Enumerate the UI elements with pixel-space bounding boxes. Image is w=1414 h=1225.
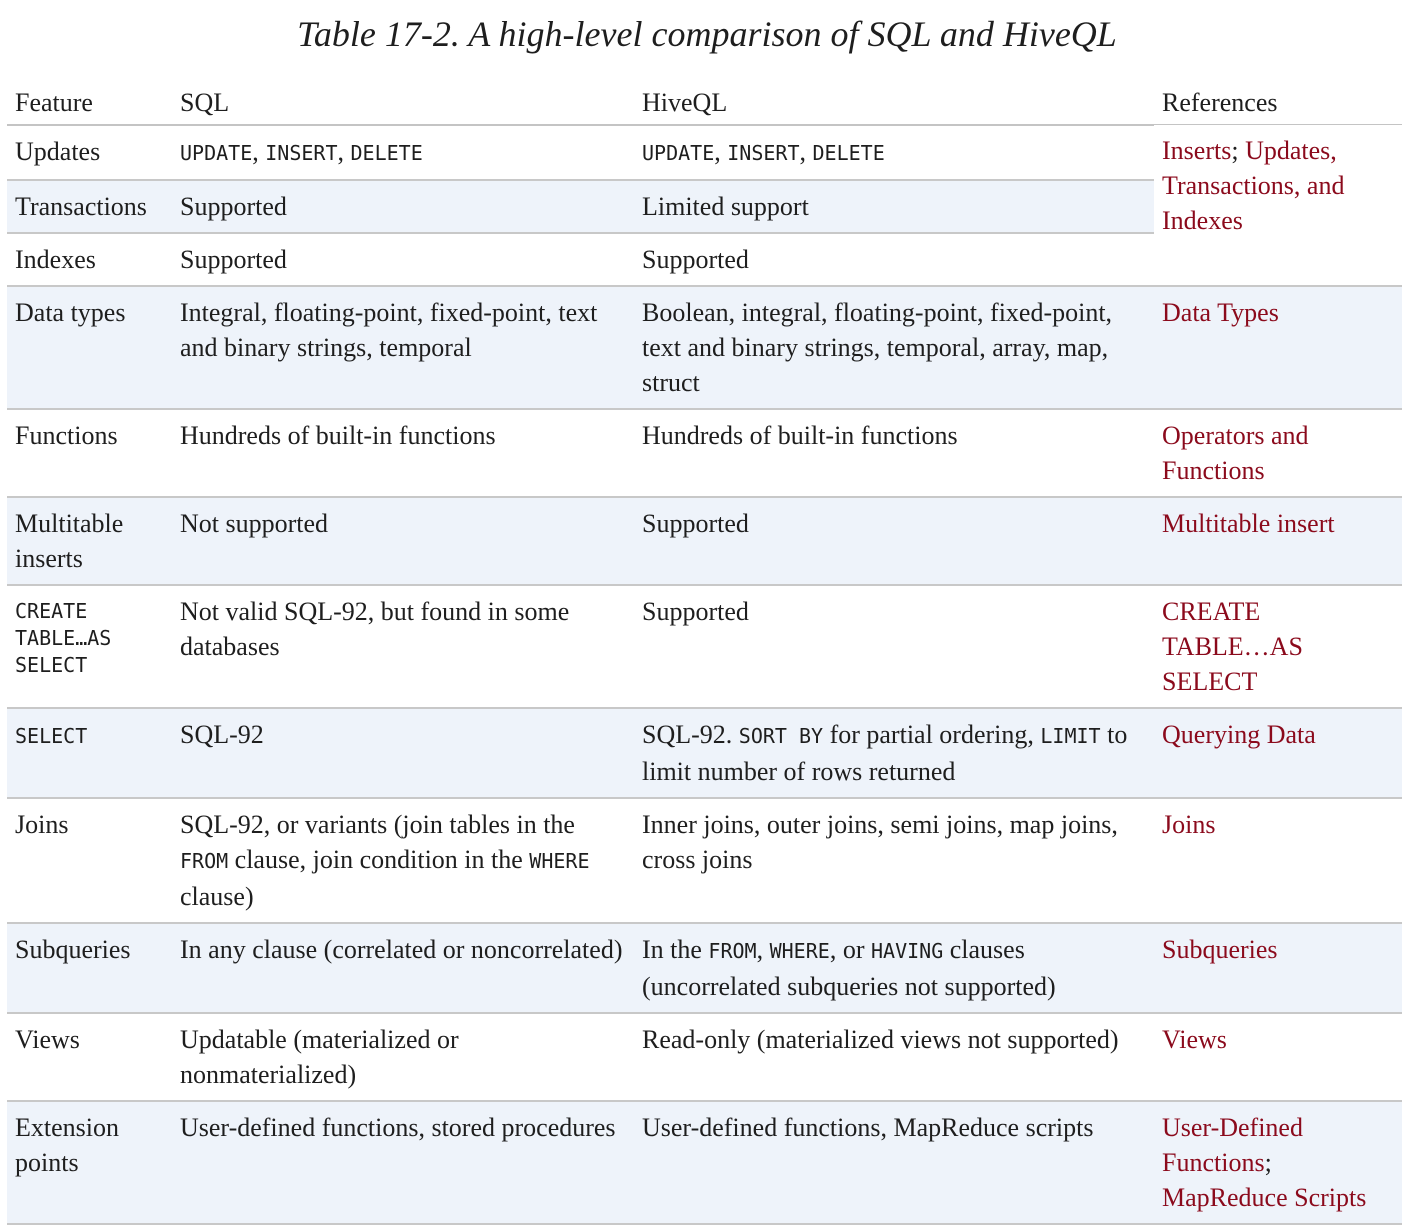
reference-link[interactable]: Joins	[1162, 810, 1216, 839]
reference-link[interactable]: Data Types	[1162, 298, 1279, 327]
cell-feature: Subqueries	[7, 923, 172, 1013]
keyword: LIMIT	[1040, 724, 1101, 748]
reference-link[interactable]: User-Defined Functions	[1162, 1113, 1303, 1177]
cell-hiveql: User-defined functions, MapReduce scripts	[634, 1101, 1154, 1224]
table-row	[7, 497, 1402, 585]
cell-feature: Joins	[7, 798, 172, 923]
cell-ref	[1154, 798, 1402, 923]
keyword: UPDATE	[642, 141, 715, 165]
text: clause, join condition in the	[228, 845, 530, 874]
cell-ref	[1154, 923, 1402, 1013]
keyword: UPDATE	[180, 141, 253, 165]
table-caption: Table 17-2. A high-level comparison of SQL and HiveQL	[297, 14, 1117, 54]
cell-ref	[1154, 286, 1402, 409]
keyword: SORT BY	[738, 724, 824, 748]
reference-link[interactable]: MapReduce Scripts	[1162, 1183, 1367, 1212]
cell-feature: Indexes	[7, 233, 172, 286]
reference-link[interactable]: Querying Data	[1162, 720, 1316, 749]
keyword: FROM	[708, 939, 757, 963]
separator: ;	[1231, 136, 1246, 165]
cell-hiveql: Supported	[634, 233, 1154, 286]
text: to limit number of rows returned	[642, 720, 1128, 786]
cell-sql: User-defined functions, stored procedures	[172, 1101, 634, 1224]
header-row	[7, 80, 1402, 125]
reference-link[interactable]: Updates, Transactions, and Indexes	[1162, 136, 1345, 235]
text: clause)	[180, 882, 254, 911]
reference-link[interactable]: Views	[1162, 1025, 1227, 1054]
text: , or	[829, 935, 871, 964]
table-row	[7, 798, 1402, 923]
cell-sql	[172, 125, 634, 180]
cell-sql	[172, 798, 634, 923]
keyword: HAVING	[870, 939, 944, 963]
cell-hiveql: Limited support	[634, 180, 1154, 233]
cell-ref	[1154, 497, 1402, 585]
text: ,	[337, 137, 351, 166]
cell-ref	[1154, 1013, 1402, 1101]
cell-sql: Not valid SQL-92, but found in some databases	[172, 585, 634, 708]
table-row	[7, 286, 1402, 409]
cell-feature: Updates	[7, 125, 172, 180]
cell-ref	[1154, 708, 1402, 798]
keyword: DELETE	[812, 141, 885, 165]
text: ,	[799, 137, 813, 166]
cell-hiveql: Read-only (materialized views not supported)	[634, 1013, 1154, 1101]
keyword: DELETE	[350, 141, 423, 165]
cell-sql: Integral, floating-point, fixed-point, text and binary strings, temporal	[172, 286, 634, 409]
cell-hiveql: Hundreds of built-in functions	[634, 409, 1154, 497]
cell-sql: SQL-92	[172, 708, 634, 798]
keyword: FROM	[180, 849, 229, 873]
table-row	[7, 409, 1402, 497]
table-row	[7, 585, 1402, 708]
keyword: WHERE	[769, 939, 830, 963]
text: ,	[714, 137, 728, 166]
cell-feature: Views	[7, 1013, 172, 1101]
table-row	[7, 1101, 1402, 1224]
cell-feature: Functions	[7, 409, 172, 497]
text: ,	[756, 935, 770, 964]
text: ,	[252, 137, 266, 166]
keyword: INSERT	[727, 141, 800, 165]
cell-hiveql: Inner joins, outer joins, semi joins, map joins, cross joins	[634, 798, 1154, 923]
cell-hiveql: Supported	[634, 585, 1154, 708]
cell-sql: Supported	[172, 180, 634, 233]
cell-feature	[7, 585, 172, 708]
keyword: INSERT	[265, 141, 338, 165]
keyword: WHERE	[529, 849, 590, 873]
cell-sql: Updatable (materialized or nonmaterialized)	[172, 1013, 634, 1101]
text: clauses (uncorrelated subqueries not supported)	[642, 935, 1056, 1001]
reference-link[interactable]: Operators and Functions	[1162, 421, 1309, 485]
cell-hiveql: Supported	[634, 497, 1154, 585]
cell-feature: Data types	[7, 286, 172, 409]
keyword: SELECT	[15, 724, 88, 748]
header-sql: SQL	[172, 80, 634, 125]
merged-references-cell	[1154, 125, 1402, 284]
cell-feature: Multitable inserts	[7, 497, 172, 585]
separator: ;	[1264, 1148, 1272, 1177]
table-row	[7, 923, 1402, 1013]
text: SQL-92, or variants (join tables in the	[180, 810, 575, 839]
cell-feature	[7, 708, 172, 798]
cell-sql: In any clause (correlated or noncorrelated)	[172, 923, 634, 1013]
keyword: CREATE TABLE…AS SELECT	[15, 599, 112, 677]
reference-link[interactable]: CREATE TABLE…AS SELECT	[1162, 597, 1303, 696]
header-hiveql: HiveQL	[634, 80, 1154, 125]
cell-sql: Supported	[172, 233, 634, 286]
cell-hiveql: Boolean, integral, floating-point, fixed-point, text and binary strings, temporal, array, map, struct	[634, 286, 1154, 409]
table-row	[7, 708, 1402, 798]
cell-sql: Not supported	[172, 497, 634, 585]
cell-hiveql	[634, 125, 1154, 180]
header-feature: Feature	[7, 80, 172, 125]
cell-hiveql	[634, 923, 1154, 1013]
cell-feature: Transactions	[7, 180, 172, 233]
cell-hiveql	[634, 708, 1154, 798]
header-references: References	[1154, 80, 1402, 125]
cell-sql: Hundreds of built-in functions	[172, 409, 634, 497]
reference-link[interactable]: Multitable insert	[1162, 509, 1335, 538]
table-row	[7, 1013, 1402, 1101]
text: SQL-92.	[642, 720, 739, 749]
cell-ref	[1154, 585, 1402, 708]
text: In the	[642, 935, 709, 964]
cell-ref	[1154, 1101, 1402, 1224]
cell-feature: Extension points	[7, 1101, 172, 1224]
cell-ref	[1154, 409, 1402, 497]
text: for partial ordering,	[823, 720, 1041, 749]
reference-link[interactable]: Inserts	[1162, 136, 1232, 165]
reference-link[interactable]: Subqueries	[1162, 935, 1278, 964]
